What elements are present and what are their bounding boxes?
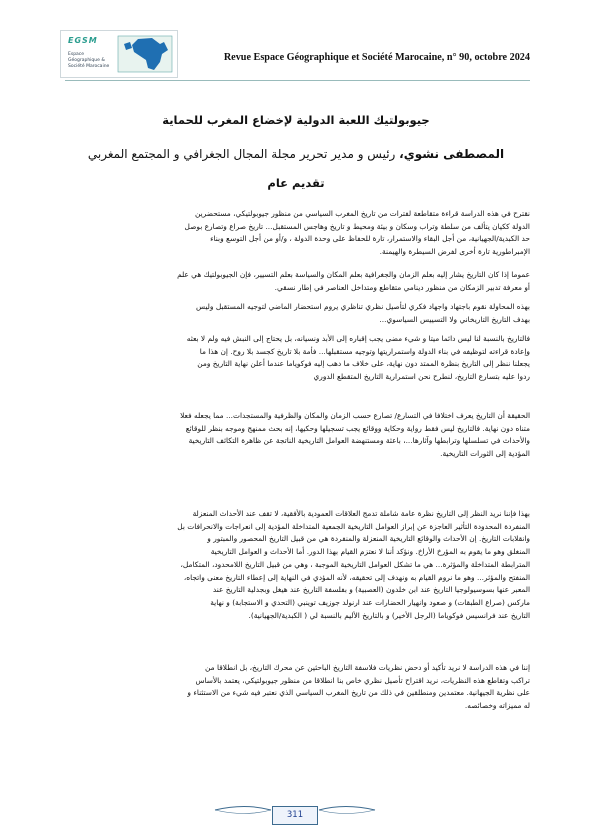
- line: بهذا فإننا نريد النظر إلى التاريخ نظرة عامة شاملة تدمج العلاقات العمودية بالأفقية، لا تقف عند الأحداث المنعزلة: [192, 509, 530, 518]
- line: وانقلابات التاريخ. إن الأحداث والوقائع التاريخية المنعزلة والمنفردة هي من قبيل التاريخ المحصور والمبتور و: [207, 534, 530, 544]
- line: وإعادة قراءته لتوظيفه في بناء الدولة واستمراريتها وتوجيه مستقبلها... فأمة بلا تاريخ كجسد بلا روح. إن هذا ما: [199, 346, 530, 356]
- section-heading: تقديم عام: [267, 176, 325, 190]
- journal-title: Revue Espace Géographique et Société Marocaine, n° 90, octobre 2024: [223, 52, 530, 63]
- author-name: المصطفى نشوي،: [399, 147, 505, 161]
- line: بهدف التاريخ التاريخاني ولا التسييس السياسوي...: [379, 314, 530, 324]
- paragraph-7: [62, 662, 530, 713]
- line: الدولة ككيان يتألف من سلطة وتراب وسكان و بيئة ومحيط و تاريخ وهاجس المستقبل... تاريخ صراع وتصارع بوصل: [184, 221, 530, 231]
- page-number: 311: [272, 806, 318, 825]
- paragraph-5: [62, 410, 530, 461]
- author-line: [62, 147, 530, 161]
- line: بهذه المحاولة نقوم باجتهاد واجهاد فكري لتأصيل نظري تناظري يروم استحضار الماضي لتوجيه المستقبل وليس: [196, 302, 530, 311]
- line: المنفتح والمؤثر... وهو ما نروم القيام به ونهدف إلى تحقيقه، لأنه المؤدي في النهاية إلى إعطاء التاريخ معنى واتجاه،: [183, 572, 530, 582]
- line: أو معرفة تدبير الزمكان من منظور دينامي متقاطع ومتداخل العناصر في إطار نسقي.: [274, 282, 530, 292]
- line: نقترح في هذه الدراسة قراءة متقاطعة لفترات من تاريخ المغرب السياسي من منظور جيوبولتيكي، مستحضرين: [195, 209, 530, 218]
- line: الحقيقة أن التاريخ يعرف اختلافا في التسارع/ تصارع حسب الزمان والمكان والظرفية والمستجدات... مما يجعله فعلا: [180, 411, 530, 420]
- line: التاريخ عند فرانسيس فوكوياما (الرجل الأخير) و بالتاريخ الأليم بالنسبة لي ( الكبدية/الجهيانية).: [248, 610, 530, 620]
- journal-logo: [60, 30, 178, 78]
- line: المنفردة المحدودة التأثير العاجزة عن إبراز العوامل التاريخية الجمعية المتداخلة المؤدية إلى انعراجات والانحرافات بل: [177, 521, 530, 531]
- paragraph-3: [62, 301, 530, 326]
- header-divider: [65, 80, 530, 81]
- line: والأحداث في تسلسلها وترابطها وآثارها...، باعثة ومستنهضة العوامل التاريخية الناتجة عن ظاهرة التكاثف التاريخية: [188, 436, 530, 446]
- line: تراكب وتقاطع هذه النظريات، نريد اقتراح تأصيل نظري خاص بنا انطلاقا من منظور جيوبولتيكي، يعتمد بالأساس: [195, 675, 530, 685]
- line: المنغلق وهو ما يقوم به المؤرخ الأراخ. ونؤكد أننا لا نعتزم القيام بهذا الدور. أما الأحداث و العوامل التاريخية: [210, 547, 530, 557]
- paragraph-6: [62, 508, 530, 622]
- page-header: [60, 30, 530, 78]
- line: إننا في هذه الدراسة لا نريد تأكيد أو دحض نظريات فلاسفة التاريخ الباحثين عن محرك التاريخ، بل انطلاقا من: [205, 663, 530, 672]
- logo-text: EGSM: [68, 36, 98, 45]
- line: الإمبراطورية تارة أخرى لفرض السيطرة والهيمنة.: [379, 247, 530, 257]
- line: فالتاريخ بالنسبة لنا ليس دائما ميتا و شيء مضى يجب إقباره إلى الأبد ونسيانه، بل يحتاج إلى النبش فيه ولم لا بعثه: [186, 334, 530, 343]
- line: يجعلنا ننظر إلى التاريخ بنظرة الممتد دون نهاية، على خلاف ما دهب إليه فوكوياما عندما أعلن نهاية التاريخ ومن: [197, 359, 530, 369]
- line: ردوا عليه بتسارع التاريخ، لنطرح نحن استمرارية التاريخ المتقطع الدوري: [313, 372, 530, 382]
- paragraph-4: [62, 333, 530, 384]
- paragraph-2: [62, 269, 530, 294]
- paragraph-1: [62, 208, 530, 259]
- article-title: جيوبولتيك اللعبة الدولية لإخضاع المغرب للحماية: [162, 113, 430, 127]
- author-role: رئيس و مدير تحرير مجلة المجال الجغرافي و المجتمع المغربي: [87, 147, 400, 161]
- line: المؤدية إلى الثورات التاريخية.: [440, 449, 530, 459]
- line: عموما إذا كان التاريخ يشار إليه بعلم الزمان والجغرافية بعلم المكان والسياسة بعلم التسيير، فإن الجيوبولتيك هي علم: [177, 270, 530, 279]
- line: ماركس (صراع الطبقات) و صعود وانهيار الحضارات عند ارنولد جوزيف توينبي (التحدي و الاستجابة) و نهاية: [210, 597, 530, 607]
- line: متناه دون نهاية. فالتاريخ ليس فقط رواية وحكاية ووقائع يجب تسجيلها وحكيها، إنه بحث ممنهج وموجه بنظر للوقائع: [185, 423, 530, 433]
- line: حد الكبدية/الجهيانية، من أجل البقاء والاستمرار، تارة للحفاظ على وحدة الدولة ، و/أو من أجل التوسع وبناء: [210, 234, 530, 244]
- logo-subtitle: Espace Géographique & Société Marocaine: [68, 52, 110, 69]
- line: على نظرية الجيهانية. معتمدين ومنطلقين في ذلك من تاريخ المغرب السياسي الذي نعتبر فيه شيء من الاستثناء و: [187, 688, 530, 698]
- line: المعبر عنها بسوسيولوجيا التاريخ عند ابن خلدون (العصبية) و بفلسفة التاريخ عند هيغل وبجدلية التاريخ عند: [212, 585, 530, 595]
- line: المترابطة المتداخلة والمؤثرة... هي ما تشكل العوامل التاريخية الموجبة ، وهي من قبيل التاريخ اللامحدود، المتكامل،: [180, 559, 530, 569]
- line: له مميزاته وخصائصه.: [464, 701, 530, 711]
